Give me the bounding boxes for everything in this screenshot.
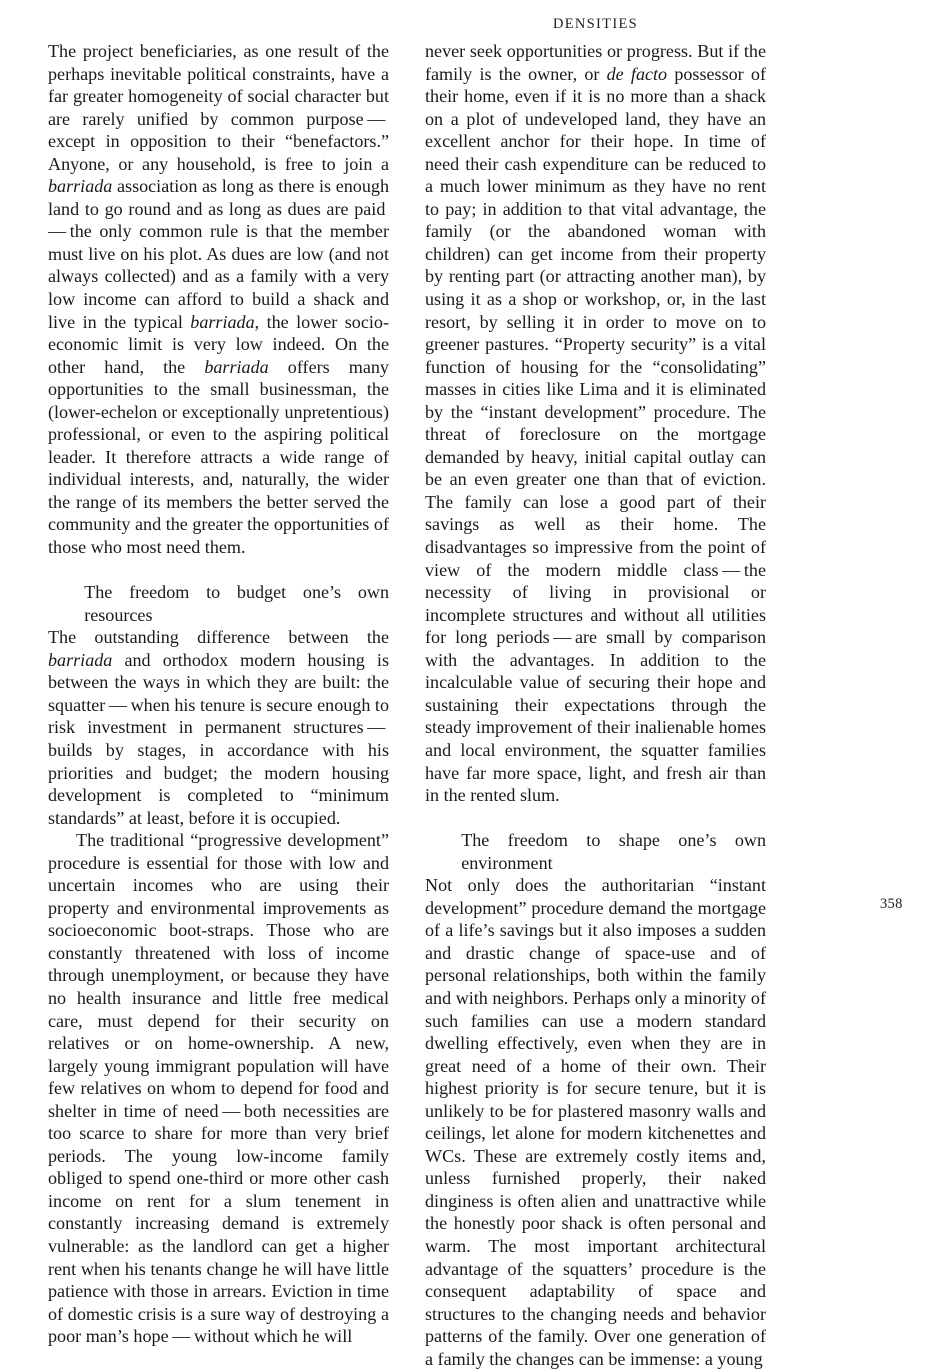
paragraph: The traditional “progressive development” procedure is essential for those with low and uncertain incomes who are using their property and environmental improvements as socioeconomic boot-straps. Those who are constantly threatened with loss of income through unemployment, or because they have no health insurance and little free medical care, must depend for their security on relatives or on home-ownership. A new, largely young immigrant population will have few relatives on whom to depend for food and shelter in time of need — both necessities are too scarce to share for more than very brief periods. The young low-income family obliged to spend one-third or more other cash income on rent for a slum tenement in constantly increasing demand is extremely vulnerable: as the landlord can get a higher rent when his tenants change he will have little patience with those in arrears. Eviction in time of domestic crisis is a sure way of destroying a poor man’s hope — without which he will bbox=[48, 830, 389, 1347]
italic-term: barriada bbox=[48, 649, 113, 670]
paragraph-text: , the lower socio-economic limit is very low indeed. On the other hand, the bbox=[48, 311, 389, 377]
paragraph bbox=[48, 626, 389, 829]
paragraph-text: possessor of their home, even if it is no more than a shack on a plot of undeveloped land, they have an excellent anchor for their hope. In time of need their cash expenditure can be reduced to a much lower minimum as they have no rent to pay; in addition to that vital advantage, the family (or the abandoned woman with children) can get income from their property by renting part (or attracting another man), by using it as a shop or workshop, or, in the last resort, by selling it in order to move on to greener pastures. “Property security” is a vital function of housing for the “consolidating” masses in cities like Lima and it is eliminated by the “instant development” procedure. The threat of foreclosure on the mortgage demanded by heavy, initial capital outlay can be an even greater one than that of eviction. The family can lose a good part of their savings as well as their home. The disadvantages so impressive from the point of view of the modern middle class — the necessity of living in provisional or incomplete structures and without all utilities for long periods — are small by comparison with the advantages. In addition to the incalculable value of securing their hope and sustaining their expectations through the steady improvement of their inalienable homes and local environment, the squatter families have far more space, light, and fresh air than in the rented slum. bbox=[425, 63, 766, 806]
italic-term: de facto bbox=[606, 63, 668, 84]
section-subheading: The freedom to budget one’s own resources bbox=[84, 582, 389, 625]
section-subheading: The freedom to shape one’s own environment bbox=[461, 830, 766, 873]
paragraph-spacer bbox=[48, 559, 389, 582]
paragraph-text: and orthodox modern housing is between the ways in which they are built: the squatter — when his tenure is secure enough to risk investment in permanent structures — builds by stages, in accordance with his priorities and budget; the modern housing development is completed to “minimum standards” at least, before it is occupied. bbox=[48, 649, 389, 828]
italic-term: barriada bbox=[48, 176, 113, 197]
left-column bbox=[48, 40, 389, 1348]
paragraph-text: The outstanding difference between the bbox=[48, 627, 389, 648]
paragraph-text: The project beneficiaries, as one result of the perhaps inevitable political constraints, have a far greater homogeneity of social character but are rarely unified by common purpose — except in opposition to their “benefactors.” Anyone, or any household, is free to join a bbox=[48, 41, 389, 174]
paragraph bbox=[48, 40, 389, 559]
paragraph bbox=[425, 40, 766, 807]
paragraph: Not only does the authoritarian “instant development” procedure demand the mortgage of a life’s savings but it also imposes a sudden and drastic change of space-use and of personal relationships, both within the family and with neighbors. Perhaps only a minority of such families can use a modern standard dwelling effectively, even when they are in great need of a home of their own. Their highest priority is for secure tenure, but it is unlikely to be for plastered masonry walls and ceilings, let alone for modern kitchenettes and WCs. These are extremely costly items and, unless furnished properly, their naked dinginess is often alien and unattractive while the honestly poor shack is often personal and warm. The most important architectural advantage of the squatters’ procedure is the consequent adaptability of space and structures to the changing needs and behavior patterns of the family. Over one generation of a family the changes can be immense: a young bbox=[425, 875, 766, 1369]
right-column bbox=[425, 40, 766, 1370]
italic-term: barriada bbox=[190, 311, 255, 332]
page-number: 358 bbox=[880, 896, 903, 912]
paragraph-text: never seek opportunities or progress. But if the family is the owner, or bbox=[425, 41, 766, 84]
paragraph-text: association as long as there is enough land to go round and as long as dues are paid — the only common rule is that the member must live on his plot. As dues are low (and not always collected) and as a family with a very low income can afford to build a shack and live in the typical bbox=[48, 176, 389, 332]
running-header: DENSITIES bbox=[552, 16, 639, 32]
italic-term: barriada bbox=[204, 356, 269, 377]
paragraph-text: offers many opportunities to the small businessman, the (lower-echelon or exceptionally unpretentious) professional, or even to the aspiring political leader. It therefore attracts a wide range of individual interests, and, naturally, the wider the range of its members the better served the community and the greater the opportunities of those who most need them. bbox=[48, 356, 389, 558]
paragraph-spacer bbox=[425, 807, 766, 830]
